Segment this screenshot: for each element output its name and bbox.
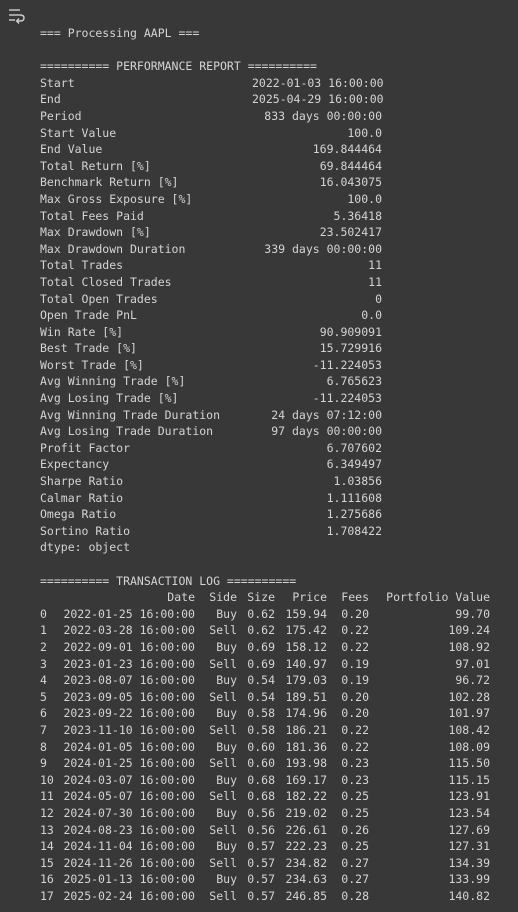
transaction-cell-side: Sell <box>209 722 237 737</box>
performance-metric-value: 1.111608 <box>326 490 382 505</box>
transaction-cell-side: Buy <box>216 639 237 654</box>
performance-metric-value: 69.844464 <box>319 158 382 173</box>
transaction-cell-price: 234.82 <box>285 855 327 870</box>
column-header-side: Side <box>209 590 237 605</box>
performance-row <box>40 191 510 208</box>
transaction-cell-date: 2024-08-23 16:00:00 <box>63 822 195 837</box>
transaction-cell-price: 181.36 <box>285 739 327 754</box>
performance-row <box>40 456 510 473</box>
transaction-cell-size: 0.57 <box>247 855 275 870</box>
performance-metric-label: Total Closed Trades <box>40 274 172 289</box>
performance-row <box>40 506 510 523</box>
transaction-cell-side: Sell <box>209 623 237 638</box>
performance-metric-value: 5.36418 <box>333 208 382 223</box>
performance-metric-value: -11.224053 <box>312 357 382 372</box>
performance-report-header: ========== PERFORMANCE REPORT ========== <box>40 59 317 74</box>
transaction-cell-fees: 0.23 <box>341 772 369 787</box>
transaction-cell-size: 0.57 <box>247 872 275 887</box>
performance-row <box>40 274 510 291</box>
transaction-row <box>40 722 510 739</box>
transaction-cell-pv: 109.24 <box>448 623 490 638</box>
transaction-cell-fees: 0.19 <box>341 673 369 688</box>
performance-metric-label: Period <box>40 108 82 123</box>
transaction-cell-side: Sell <box>209 689 237 704</box>
transaction-cell-size: 0.62 <box>247 606 275 621</box>
transaction-row <box>40 656 510 673</box>
transaction-cell-size: 0.62 <box>247 623 275 638</box>
transaction-cell-date: 2024-07-30 16:00:00 <box>63 805 195 820</box>
performance-metric-value: 6.765623 <box>326 374 382 389</box>
performance-metric-label: Max Gross Exposure [%] <box>40 191 193 206</box>
transaction-cell-side: Buy <box>216 839 237 854</box>
transaction-cell-idx: 5 <box>40 689 47 704</box>
transaction-cell-idx: 9 <box>40 756 47 771</box>
performance-metric-value: 24 days 07:12:00 <box>271 407 382 422</box>
transaction-cell-pv: 115.15 <box>448 772 490 787</box>
transaction-cell-price: 219.02 <box>285 805 327 820</box>
transaction-cell-date: 2025-01-13 16:00:00 <box>63 872 195 887</box>
performance-row <box>40 390 510 407</box>
transaction-cell-size: 0.57 <box>247 839 275 854</box>
transaction-cell-date: 2022-03-28 16:00:00 <box>63 623 195 638</box>
performance-metric-label: Total Fees Paid <box>40 208 144 223</box>
transaction-row <box>40 689 510 706</box>
transaction-cell-fees: 0.22 <box>341 722 369 737</box>
transaction-cell-date: 2022-09-01 16:00:00 <box>63 639 195 654</box>
performance-row <box>40 158 510 175</box>
transaction-row <box>40 606 510 623</box>
transaction-cell-size: 0.68 <box>247 772 275 787</box>
performance-row <box>40 257 510 274</box>
transaction-cell-pv: 108.42 <box>448 722 490 737</box>
transaction-cell-date: 2022-01-25 16:00:00 <box>63 606 195 621</box>
performance-row <box>40 373 510 390</box>
transaction-cell-side: Buy <box>216 872 237 887</box>
transaction-cell-pv: 99.70 <box>455 606 490 621</box>
transaction-cell-size: 0.60 <box>247 756 275 771</box>
performance-row <box>40 473 510 490</box>
transaction-cell-side: Buy <box>216 706 237 721</box>
transaction-cell-side: Buy <box>216 673 237 688</box>
performance-metric-label: Avg Winning Trade Duration <box>40 407 221 422</box>
transaction-cell-size: 0.60 <box>247 739 275 754</box>
performance-metric-label: Best Trade [%] <box>40 341 137 356</box>
performance-row <box>40 91 510 108</box>
transaction-cell-pv: 101.97 <box>448 706 490 721</box>
transaction-cell-size: 0.56 <box>247 805 275 820</box>
transaction-cell-fees: 0.20 <box>341 689 369 704</box>
transaction-cell-idx: 3 <box>40 656 47 671</box>
transaction-row <box>40 888 510 905</box>
transaction-cell-side: Buy <box>216 805 237 820</box>
transaction-row <box>40 772 510 789</box>
transaction-cell-idx: 8 <box>40 739 47 754</box>
transaction-cell-price: 159.94 <box>285 606 327 621</box>
transaction-cell-side: Buy <box>216 772 237 787</box>
performance-metric-label: Total Return [%] <box>40 158 151 173</box>
transaction-cell-price: 189.51 <box>285 689 327 704</box>
transaction-cell-price: 169.17 <box>285 772 327 787</box>
performance-metric-value: 100.0 <box>347 191 382 206</box>
transaction-cell-side: Buy <box>216 606 237 621</box>
transaction-cell-idx: 0 <box>40 606 47 621</box>
transaction-cell-pv: 97.01 <box>455 656 490 671</box>
transaction-row <box>40 788 510 805</box>
transaction-row <box>40 622 510 639</box>
transaction-cell-size: 0.57 <box>247 888 275 903</box>
transaction-cell-fees: 0.26 <box>341 822 369 837</box>
transaction-cell-side: Sell <box>209 888 237 903</box>
transaction-cell-price: 222.23 <box>285 839 327 854</box>
performance-metric-label: Max Drawdown Duration <box>40 241 186 256</box>
transaction-cell-side: Buy <box>216 739 237 754</box>
performance-metric-value: 11 <box>368 258 382 273</box>
performance-row <box>40 224 510 241</box>
blank-line <box>40 556 510 573</box>
transaction-cell-price: 182.22 <box>285 789 327 804</box>
transaction-cell-price: 193.98 <box>285 756 327 771</box>
performance-row <box>40 307 510 324</box>
column-header-size: Size <box>247 590 275 605</box>
performance-metric-value: 339 days 00:00:00 <box>264 241 382 256</box>
performance-metric-value: 1.708422 <box>326 523 382 538</box>
transaction-row <box>40 672 510 689</box>
processing-line: === Processing AAPL === <box>40 26 200 40</box>
transaction-cell-idx: 4 <box>40 673 47 688</box>
transaction-cell-price: 246.85 <box>285 888 327 903</box>
transaction-cell-idx: 14 <box>40 839 54 854</box>
transaction-cell-date: 2023-09-05 16:00:00 <box>63 689 195 704</box>
transaction-cell-idx: 15 <box>40 855 54 870</box>
blank-line <box>40 42 510 59</box>
dtype-line: dtype: object <box>40 540 131 555</box>
transaction-cell-date: 2024-01-25 16:00:00 <box>63 756 195 771</box>
transaction-cell-size: 0.58 <box>247 706 275 721</box>
performance-metric-value: 0.0 <box>361 308 382 323</box>
transaction-cell-fees: 0.28 <box>341 888 369 903</box>
performance-metric-label: Sortino Ratio <box>40 523 131 538</box>
performance-metric-value: 169.844464 <box>312 142 382 157</box>
performance-metric-value: 1.275686 <box>326 507 382 522</box>
performance-metric-value: 0 <box>375 291 382 306</box>
transaction-cell-date: 2024-11-26 16:00:00 <box>63 855 195 870</box>
performance-row <box>40 423 510 440</box>
performance-metric-label: Profit Factor <box>40 440 131 455</box>
performance-metric-value: -11.224053 <box>312 391 382 406</box>
transaction-cell-idx: 13 <box>40 822 54 837</box>
performance-row <box>40 141 510 158</box>
performance-row <box>40 125 510 142</box>
transaction-cell-price: 226.61 <box>285 822 327 837</box>
performance-metric-label: Avg Winning Trade [%] <box>40 374 186 389</box>
performance-row <box>40 523 510 540</box>
performance-metric-label: Avg Losing Trade Duration <box>40 424 214 439</box>
transaction-cell-price: 140.97 <box>285 656 327 671</box>
performance-metric-value: 6.707602 <box>326 440 382 455</box>
transaction-cell-fees: 0.22 <box>341 639 369 654</box>
performance-metric-label: Benchmark Return [%] <box>40 175 179 190</box>
transaction-cell-side: Sell <box>209 756 237 771</box>
transaction-cell-price: 158.12 <box>285 639 327 654</box>
column-header-idx <box>40 589 61 606</box>
transaction-row <box>40 739 510 756</box>
performance-metric-label: Total Open Trades <box>40 291 158 306</box>
performance-metric-label: Total Trades <box>40 258 124 273</box>
transaction-cell-idx: 16 <box>40 872 54 887</box>
transaction-row <box>40 705 510 722</box>
performance-metric-label: Open Trade PnL <box>40 308 137 323</box>
cell-stdout <box>40 25 510 904</box>
transaction-row <box>40 639 510 656</box>
performance-metric-label: End <box>40 92 61 107</box>
transaction-cell-idx: 2 <box>40 639 47 654</box>
transaction-cell-pv: 108.92 <box>448 639 490 654</box>
transaction-row <box>40 805 510 822</box>
transaction-cell-pv: 133.99 <box>448 872 490 887</box>
transaction-cell-fees: 0.20 <box>341 706 369 721</box>
transaction-cell-idx: 7 <box>40 722 47 737</box>
performance-metric-label: Expectancy <box>40 457 110 472</box>
transaction-cell-size: 0.68 <box>247 789 275 804</box>
transaction-cell-idx: 17 <box>40 888 54 903</box>
performance-row <box>40 208 510 225</box>
transaction-row <box>40 871 510 888</box>
performance-metric-value: 833 days 00:00:00 <box>264 108 382 123</box>
performance-metric-value: 15.729916 <box>319 341 382 356</box>
performance-metric-label: End Value <box>40 142 103 157</box>
transaction-cell-price: 175.42 <box>285 623 327 638</box>
performance-metric-value: 90.909091 <box>319 324 382 339</box>
transaction-cell-pv: 127.31 <box>448 839 490 854</box>
performance-row <box>40 241 510 258</box>
performance-row <box>40 490 510 507</box>
performance-metric-value: 2025-04-29 16:00:00 <box>252 92 384 107</box>
transaction-cell-fees: 0.25 <box>341 839 369 854</box>
transaction-cell-fees: 0.23 <box>341 756 369 771</box>
transaction-cell-pv: 108.09 <box>448 739 490 754</box>
transaction-cell-size: 0.69 <box>247 656 275 671</box>
output-actions-icon[interactable] <box>6 7 26 25</box>
performance-metric-value: 1.03856 <box>333 474 382 489</box>
transaction-cell-side: Sell <box>209 789 237 804</box>
performance-metric-value: 2022-01-03 16:00:00 <box>252 75 384 90</box>
transaction-row <box>40 755 510 772</box>
transaction-cell-fees: 0.27 <box>341 855 369 870</box>
transaction-cell-idx: 1 <box>40 623 47 638</box>
performance-metric-label: Max Drawdown [%] <box>40 225 151 240</box>
transaction-cell-fees: 0.25 <box>341 805 369 820</box>
transaction-cell-fees: 0.19 <box>341 656 369 671</box>
performance-report <box>40 75 510 540</box>
performance-metric-value: 11 <box>368 274 382 289</box>
transaction-cell-price: 174.96 <box>285 706 327 721</box>
performance-metric-label: Win Rate [%] <box>40 324 124 339</box>
performance-metric-label: Avg Losing Trade [%] <box>40 391 179 406</box>
performance-row <box>40 357 510 374</box>
transaction-cell-pv: 140.82 <box>448 888 490 903</box>
transaction-cell-price: 179.03 <box>285 673 327 688</box>
transaction-cell-idx: 12 <box>40 805 54 820</box>
performance-row <box>40 407 510 424</box>
transaction-cell-date: 2025-02-24 16:00:00 <box>63 888 195 903</box>
transaction-row <box>40 855 510 872</box>
transaction-cell-fees: 0.25 <box>341 789 369 804</box>
transaction-cell-size: 0.58 <box>247 722 275 737</box>
performance-row <box>40 108 510 125</box>
transaction-cell-side: Sell <box>209 656 237 671</box>
transaction-cell-size: 0.54 <box>247 673 275 688</box>
performance-row <box>40 324 510 341</box>
transaction-cell-fees: 0.22 <box>341 623 369 638</box>
transaction-cell-pv: 123.91 <box>448 789 490 804</box>
transaction-cell-idx: 6 <box>40 706 47 721</box>
transaction-cell-pv: 115.50 <box>448 756 490 771</box>
transaction-row <box>40 838 510 855</box>
performance-metric-label: Sharpe Ratio <box>40 474 124 489</box>
transaction-cell-date: 2023-08-07 16:00:00 <box>63 673 195 688</box>
transaction-cell-date: 2023-01-23 16:00:00 <box>63 656 195 671</box>
transaction-cell-size: 0.69 <box>247 639 275 654</box>
performance-metric-label: Start <box>40 75 75 90</box>
transaction-cell-price: 186.21 <box>285 722 327 737</box>
transaction-cell-date: 2024-01-05 16:00:00 <box>63 739 195 754</box>
column-header-fees: Fees <box>341 590 369 605</box>
transaction-cell-size: 0.54 <box>247 689 275 704</box>
performance-metric-label: Omega Ratio <box>40 507 117 522</box>
transaction-cell-side: Sell <box>209 822 237 837</box>
transaction-row <box>40 822 510 839</box>
transaction-cell-fees: 0.27 <box>341 872 369 887</box>
transaction-cell-side: Sell <box>209 855 237 870</box>
transaction-cell-fees: 0.20 <box>341 606 369 621</box>
performance-metric-value: 100.0 <box>347 125 382 140</box>
transaction-header-row <box>40 589 510 606</box>
transaction-cell-fees: 0.22 <box>341 739 369 754</box>
transaction-cell-date: 2024-11-04 16:00:00 <box>63 839 195 854</box>
transaction-log <box>0 589 510 904</box>
transaction-cell-date: 2024-03-07 16:00:00 <box>63 772 195 787</box>
performance-row <box>40 174 510 191</box>
transaction-cell-size: 0.56 <box>247 822 275 837</box>
performance-metric-label: Start Value <box>40 125 117 140</box>
performance-metric-value: 97 days 00:00:00 <box>271 424 382 439</box>
transaction-cell-pv: 123.54 <box>448 805 490 820</box>
performance-row <box>40 340 510 357</box>
performance-metric-label: Worst Trade [%] <box>40 357 144 372</box>
transaction-cell-pv: 134.39 <box>448 855 490 870</box>
performance-row <box>40 75 510 92</box>
transaction-log-header: ========== TRANSACTION LOG ========== <box>40 573 297 588</box>
performance-row <box>40 291 510 308</box>
column-header-pv: Portfolio Value <box>386 590 490 605</box>
transaction-cell-date: 2023-09-22 16:00:00 <box>63 706 195 721</box>
performance-metric-value: 6.349497 <box>326 457 382 472</box>
performance-metric-value: 23.502417 <box>319 225 382 240</box>
transaction-cell-date: 2024-05-07 16:00:00 <box>63 789 195 804</box>
performance-metric-value: 16.043075 <box>319 175 382 190</box>
transaction-cell-pv: 96.72 <box>455 673 490 688</box>
transaction-cell-price: 234.63 <box>285 872 327 887</box>
transaction-cell-pv: 102.28 <box>448 689 490 704</box>
performance-row <box>40 440 510 457</box>
performance-metric-label: Calmar Ratio <box>40 490 124 505</box>
transaction-cell-idx: 10 <box>40 772 54 787</box>
transaction-cell-date: 2023-11-10 16:00:00 <box>63 722 195 737</box>
transaction-cell-idx: 11 <box>40 789 54 804</box>
column-header-price: Price <box>292 590 327 605</box>
transaction-cell-pv: 127.69 <box>448 822 490 837</box>
column-header-date: Date <box>167 590 195 605</box>
